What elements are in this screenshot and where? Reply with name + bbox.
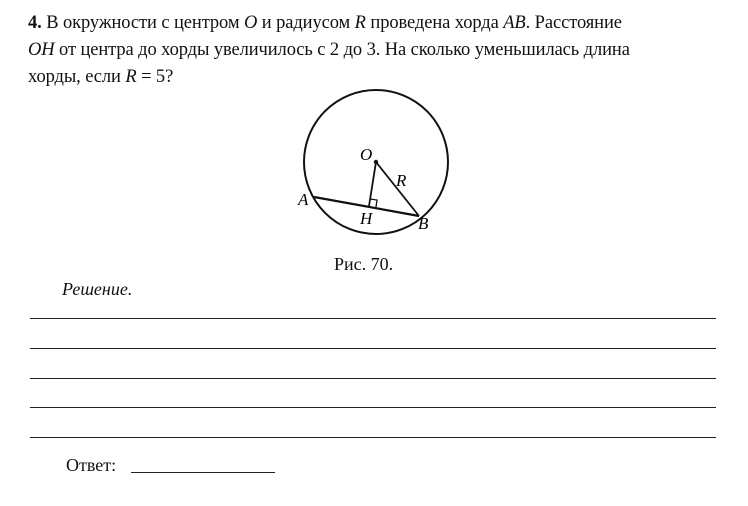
answer-label: Ответ: [66,455,117,475]
var-R: R [354,13,366,33]
label-O: O [360,145,373,164]
solution-line[interactable] [30,378,716,379]
center-point [374,160,378,164]
var-OH: OH [28,40,55,60]
label-B: B [418,214,429,233]
problem-text-part: проведена хорда [365,13,504,33]
problem-text-part: хорды, если [28,67,126,87]
label-H: H [360,209,373,228]
solution-line[interactable] [30,407,716,408]
answer-line[interactable] [131,472,275,473]
right-angle-mark [370,199,377,207]
problem-text-part: . Расстояние [525,13,622,33]
figure-caption: Рис. 70. [334,254,394,274]
solution-label: Решение. [62,279,133,299]
problem-number: 4. [28,13,42,33]
label-A: A [298,190,309,209]
solution-line[interactable] [30,318,716,319]
problem-text-part: = 5? [136,67,174,87]
var-R: R [125,67,137,87]
problem-text-part: от центра до хорды увеличилось с 2 до 3. На сколько уменьшилась длина [54,40,630,60]
problem-text-part: В окружности с центром [41,13,244,33]
solution-line[interactable] [30,348,716,349]
problem-text-part: и радиусом [257,13,355,33]
label-R: R [396,171,407,190]
solution-line[interactable] [30,437,716,438]
var-O: O [243,13,258,33]
var-AB: AB [503,13,526,33]
